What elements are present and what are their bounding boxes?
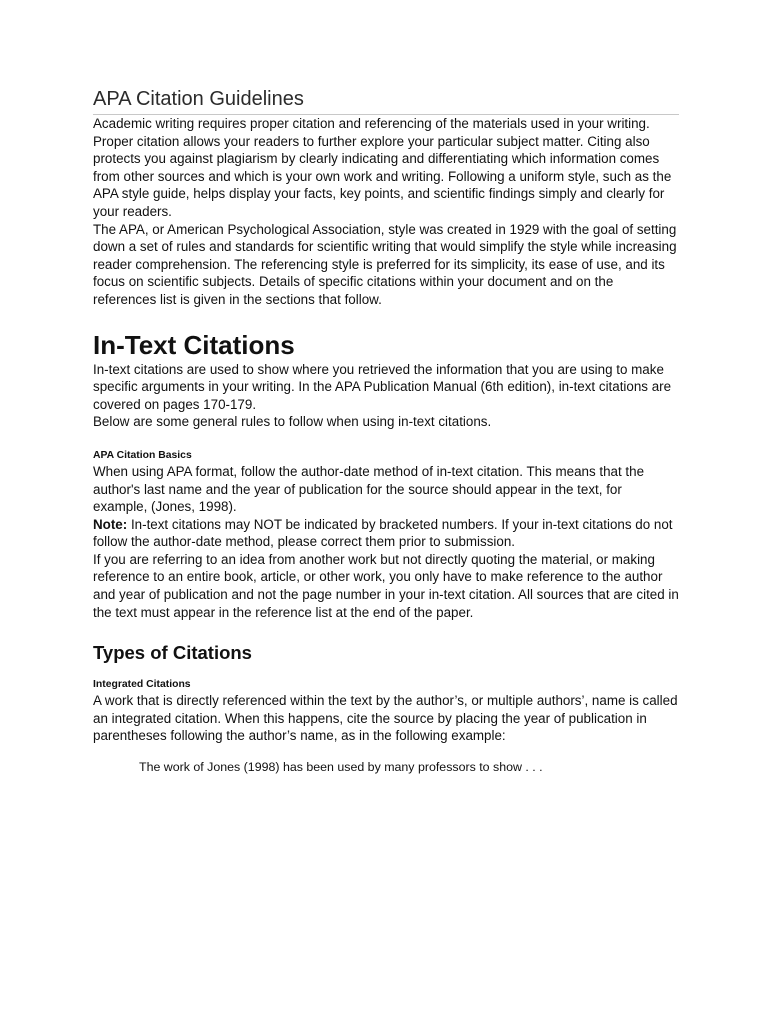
subheading-integrated-citations: Integrated Citations xyxy=(93,679,191,691)
intext-paragraph-1: In-text citations are used to show where you retrieved the information that you are using to make specific arguments in your writing. In the APA Publication Manual (6th edition), in-text citations are covered on pages 170-179. xyxy=(93,361,672,412)
note-label: Note: xyxy=(93,516,128,532)
note-paragraph xyxy=(93,516,679,551)
intro-paragraph-1: Academic writing requires proper citation and referencing of the materials used in your writing. Proper citation allows your readers to further explore your particular subject matter. Citing also protects you against plagiarism by clearly indicating and differentiating which information comes from other sources and which is your own work and writing. Following a uniform style, such as the APA style guide, helps display your facts, key points, and scientific findings simply and clearly for your readers. xyxy=(93,116,672,219)
section-heading-types-of-citations: Types of Citations xyxy=(93,642,252,664)
note-text: In-text citations may NOT be indicated by bracketed numbers. If your in-text citations do not follow the author-date method, please correct them prior to submission. xyxy=(93,516,673,550)
intext-paragraph-3: When using APA format, follow the author-date method of in-text citation. This means that the author's last name and the year of publication for the source should appear in the text, for example, (Jones, 1998). xyxy=(93,463,645,515)
document-title: APA Citation Guidelines xyxy=(93,86,679,115)
intext-paragraph-2: Below are some general rules to follow when using in-text citations. xyxy=(93,414,492,430)
intro-paragraph-2: The APA, or American Psychological Association, style was created in 1929 with the goal of setting down a set of rules and standards for scientific writing that would simplify the style while increasing reader comprehension. The referencing style is preferred for its simplicity, its ease of use, and its focus on scientific subjects. Details of specific citations within your document and on the references list is given in the sections that follow. xyxy=(93,221,677,307)
types-paragraph-1: A work that is directly referenced within the text by the author’s, or multiple authors’, name is called an integrated citation. When this happens, cite the source by placing the year of publication in parentheses following the author’s name, as in the following example: xyxy=(93,693,678,744)
section-heading-in-text-citations: In-Text Citations xyxy=(93,329,295,360)
citation-example: The work of Jones (1998) has been used by many professors to show . . . xyxy=(139,760,543,775)
document-content xyxy=(93,86,679,776)
intext-paragraph-4: If you are referring to an idea from another work but not directly quoting the material, or making reference to an entire book, article, or other work, you only have to make reference to the author and year of publication and not the page number in your in-text citation. All sources that are cited in the text must appear in the reference list at the end of the paper. xyxy=(93,551,679,620)
subheading-apa-citation-basics: APA Citation Basics xyxy=(93,449,192,461)
